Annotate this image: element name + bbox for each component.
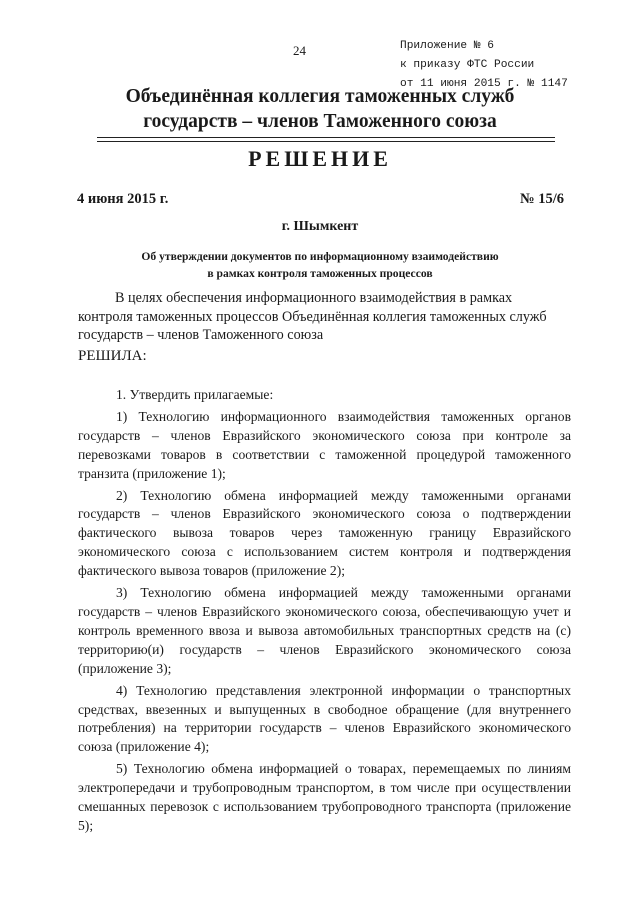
appendix-line: от 11 июня 2015 г. № 1147 [400,78,568,90]
list-item: 2) Технологию обмена информацией между таможенными органами государств – членов Евразийского экономического союза о подтверждении фактического вывоза товаров через таможенную границу Евразийского экономического союза с использованием систем контроля и подтверждения фактического вывоза товаров (приложение 2); [78,487,571,579]
intro-paragraph: В целях обеспечения информационного взаимодействия в рамках контроля таможенных процессов Объединённая коллегия таможенных служб государств – членов Таможенного союза [78,290,547,343]
subject-line: в рамках контроля таможенных процессов [207,267,433,280]
list-item: 3) Технологию обмена информацией между таможенными органами государств – членов Евразийского экономического союза, обеспечивающую учет и контроль временного ввоза и вывоза автомобильных транспортных средств на (с) территорию(и) государств – членов Евразийского экономического союза (приложение 3); [78,585,571,676]
page-number: 24 [293,43,306,58]
decision-subject [0,248,640,282]
resolved-label: РЕШИЛА: [78,348,147,364]
header-divider [97,141,555,142]
decision-items [78,386,571,839]
decision-date: 4 июня 2015 г. [77,191,169,207]
heading-line: государств – членов Таможенного союза [143,111,497,132]
appendix-line: Приложение № 6 [400,40,494,52]
list-item: 1) Технологию информационного взаимодействия таможенных органов государств – членов Евразийского экономического союза при контроле за перевозками товаров в соответствии с таможенной процедурой таможенного транзита (приложение 1); [78,408,571,481]
subject-line: Об утверждении документов по информационному взаимодействию [141,250,499,263]
list-item: 1. Утвердить прилагаемые: [116,387,274,402]
list-item: 4) Технологию представления электронной информации о транспортных средствах, ввезенных и выпущенных в свободное обращение (для внутреннего потребления) на территории государств – членов Евразийского экономического союза (приложение 4); [78,682,571,755]
decision-title: РЕШЕНИЕ [248,146,392,171]
decision-number: № 15/6 [520,191,564,207]
list-item: 5) Технологию обмена информацией о товарах, перемещаемых по линиям электропередачи и трубопроводным транспортом, в том числе при осуществлении смешанных перевозок с использованием трубопроводного транспорта (приложение 5); [78,761,571,833]
decision-city: г. Шымкент [281,219,359,234]
appendix-line: к приказу ФТС России [400,59,535,71]
organization-heading [0,84,640,134]
heading-line: Объединённая коллегия таможенных служб [125,86,515,107]
header-divider [97,137,555,138]
